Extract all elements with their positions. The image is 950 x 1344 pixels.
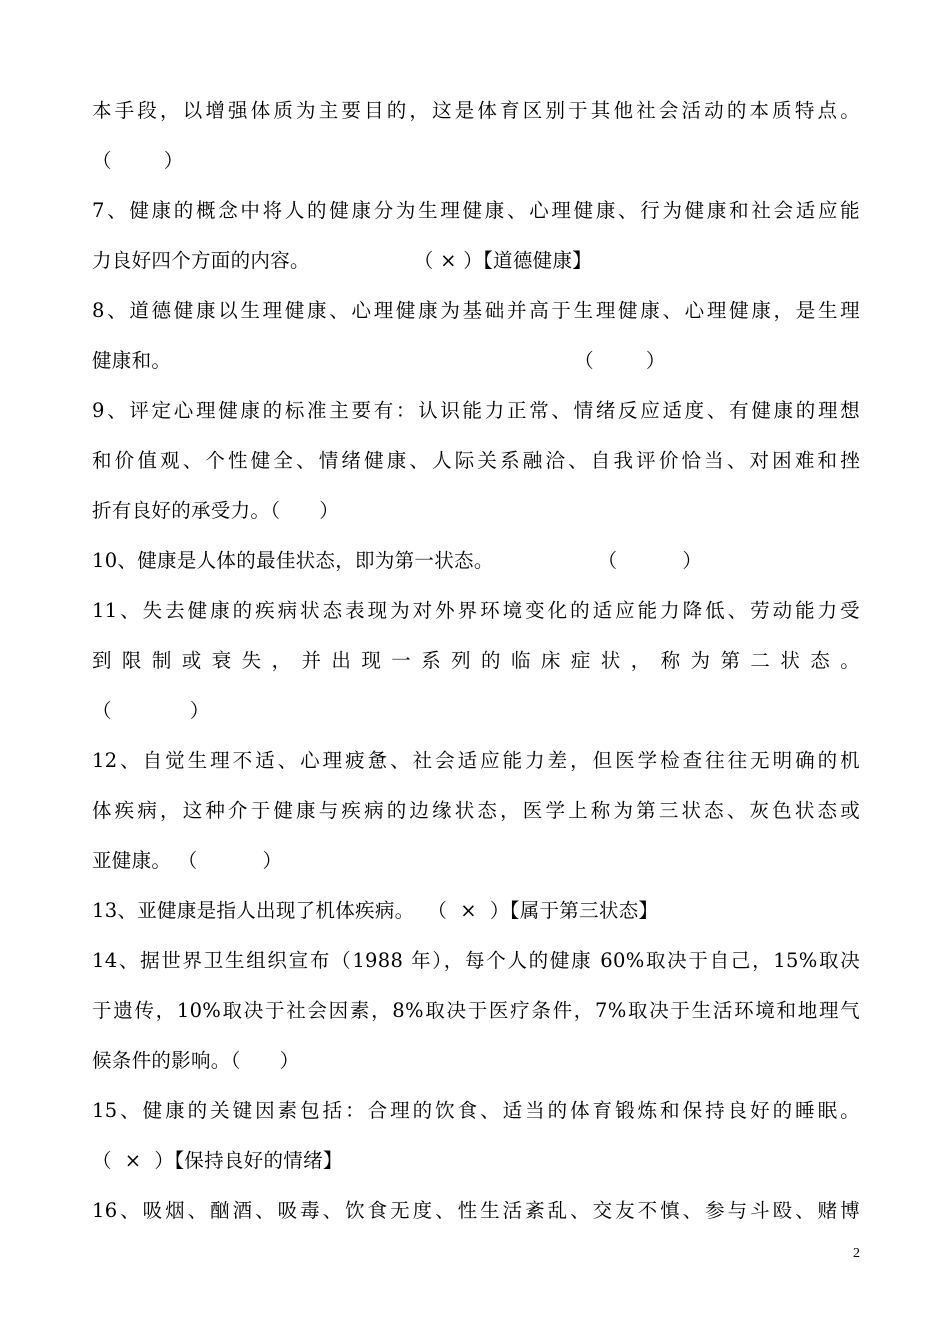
question-15-line-1: 15、健康的关键因素包括：合理的饮食、适当的体育锻炼和保持良好的睡眠。 bbox=[92, 1099, 860, 1122]
question-14-line-3: 候条件的影响。（ ） bbox=[92, 1049, 300, 1072]
question-12-line-1: 12、自觉生理不适、心理疲惫、社会适应能力差，但医学检查往往无明确的机 bbox=[92, 749, 860, 772]
question-11-line-3: （ ） bbox=[92, 699, 210, 722]
question-16-line-1: 16、吸烟、酗酒、吸毒、饮食无度、性生活紊乱、交友不慎、参与斗殴、赌博 bbox=[92, 1199, 860, 1222]
answer-blank: （ ） bbox=[92, 149, 184, 172]
question-8-line-1: 8、道德健康以生理健康、心理健康为基础并高于生理健康、心理健康，是生理 bbox=[92, 299, 860, 322]
question-15-line-2: （ × ）【保持良好的情绪】 bbox=[92, 1149, 343, 1172]
question-14-line-2: 于遗传，10%取决于社会因素，8%取决于医疗条件，7%取决于生活环境和地理气 bbox=[92, 999, 860, 1022]
question-10: 10、健康是人体的最佳状态，即为第一状态。 （ ） bbox=[92, 549, 703, 572]
question-12-line-3: 亚健康。 （ ） bbox=[92, 849, 283, 872]
text-line: 本手段，以增强体质为主要目的，这是体育区别于其他社会活动的本质特点。 bbox=[92, 99, 860, 122]
question-9-line-3: 折有良好的承受力。（ ） bbox=[92, 499, 340, 522]
question-13: 13、亚健康是指人出现了机体疾病。 （ × ）【属于第三状态】 bbox=[92, 899, 659, 922]
question-8-line-2: 健康和。 （ ） bbox=[92, 349, 666, 372]
question-11-line-1: 11、失去健康的疾病状态表现为对外界环境变化的适应能力降低、劳动能力受 bbox=[92, 599, 860, 622]
question-9-line-1: 9、评定心理健康的标准主要有：认识能力正常、情绪反应适度、有健康的理想 bbox=[92, 399, 860, 422]
question-12-line-2: 体疾病，这种介于健康与疾病的边缘状态，医学上称为第三状态、灰色状态或 bbox=[92, 799, 860, 822]
page-number: 2 bbox=[853, 1246, 860, 1261]
question-7-line-2: 力良好四个方面的内容。 （ × ）【道德健康】 bbox=[92, 249, 593, 272]
question-14-line-1: 14、据世界卫生组织宣布（1988 年），每个人的健康 60%取决于自己，15%取决 bbox=[92, 949, 860, 972]
question-7-line-1: 7、健康的概念中将人的健康分为生理健康、心理健康、行为健康和社会适应能 bbox=[92, 199, 860, 222]
question-11-line-2: 到 限 制 或 衰 失 ， 并 出 现 一 系 列 的 临 床 症 状 ， 称 为 第 二 状 态 。 bbox=[92, 649, 860, 672]
question-9-line-2: 和价值观、个性健全、情绪健康、人际关系融洽、自我评价恰当、对困难和挫 bbox=[92, 449, 860, 472]
